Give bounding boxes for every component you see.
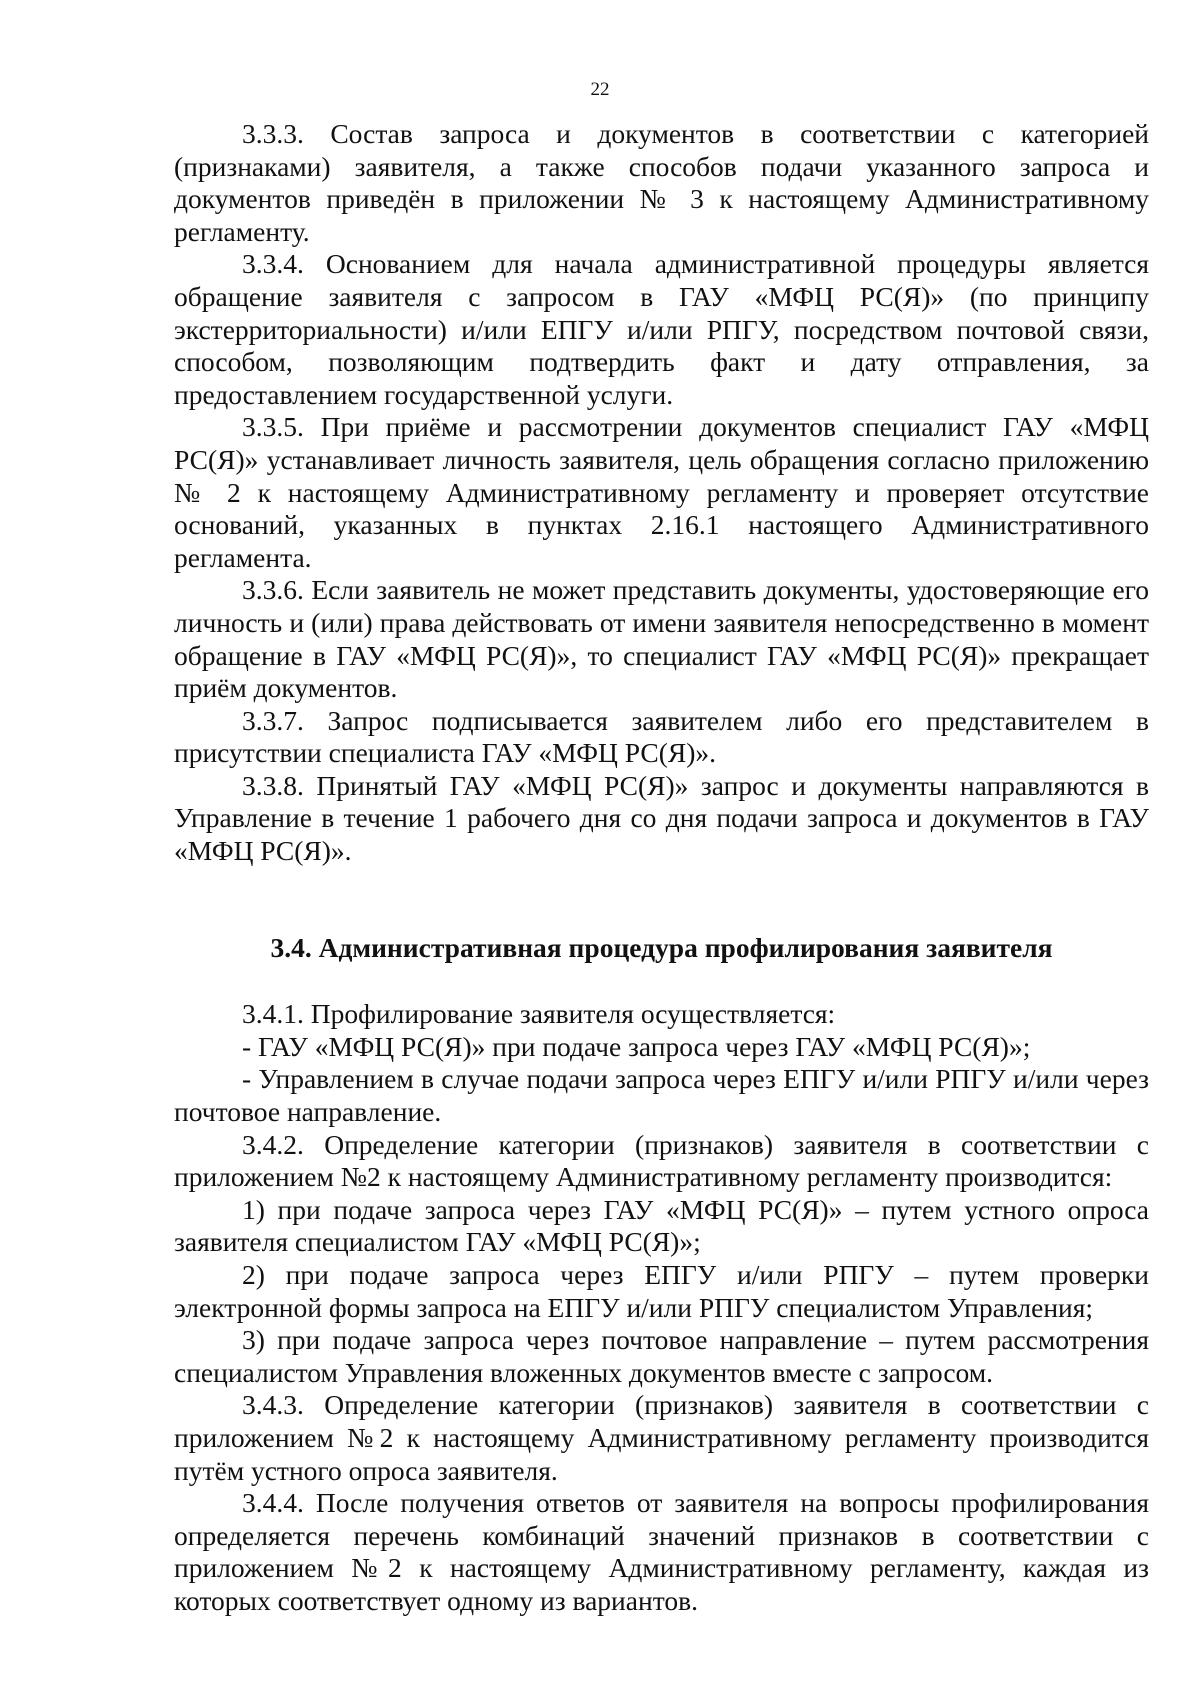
paragraph-3-4-2: 3.4.2. Определение категории (признаков) заявителя в соответствии с приложением №2 к настоящему Административному регламенту производится: bbox=[174, 1128, 1149, 1193]
paragraph-3-3-3: 3.3.3. Состав запроса и документов в соответствии с категорией (признаками) заявителя, а также способов подачи указанного запроса и документов приведён в приложении № 3 к настоящему Административному регламенту. bbox=[174, 118, 1149, 247]
list-item-2: 2) при подаче запроса через ЕПГУ и/или РПГУ – путем проверки электронной формы запроса на ЕПГУ и/или РПГУ специалистом Управления; bbox=[174, 1259, 1149, 1323]
list-item-1: 1) при подаче запроса через ГАУ «МФЦ РС(Я)» – путем устного опроса заявителя специалистом ГАУ «МФЦ РС(Я)»; bbox=[174, 1193, 1149, 1258]
section-heading-3-4: 3.4. Административная процедура профилирования заявителя bbox=[270, 931, 1053, 963]
paragraph-3-3-4: 3.3.4. Основанием для начала административной процедуры является обращение заявителя с запросом в ГАУ «МФЦ РС(Я)» (по принципу экстерриториальности) и/или ЕПГУ и/или РПГУ, посредством почтовой связи, способом, позволяющим подтвердить факт и дату отправления, за предоставлением государственной услуги. bbox=[174, 248, 1149, 410]
paragraph-3-4-1: 3.4.1. Профилирование заявителя осуществляется: bbox=[242, 998, 836, 1030]
paragraph-3-3-8: 3.3.8. Принятый ГАУ «МФЦ РС(Я)» запрос и документы направляются в Управление в течение 1 рабочего дня со дня подачи запроса и документов в ГАУ «МФЦ РС(Я)». bbox=[174, 769, 1149, 867]
list-item-administration: - Управлением в случае подачи запроса через ЕПГУ и/или РПГУ и/или через почтовое направление. bbox=[174, 1063, 1149, 1128]
document-body bbox=[174, 118, 1149, 1618]
spacer bbox=[174, 868, 1149, 932]
spacer bbox=[174, 964, 1149, 998]
paragraph-3-4-4: 3.4.4. После получения ответов от заявителя на вопросы профилирования определяется перечень комбинаций значений признаков в соответствии с приложением №2 к настоящему Административному регламенту, каждая из которых соответствует одному из вариантов. bbox=[174, 1487, 1149, 1616]
list-item-3: 3) при подаче запроса через почтовое направление – путем рассмотрения специалистом Управления вложенных документов вместе с запросом. bbox=[174, 1324, 1149, 1388]
page-number: 22 bbox=[590, 79, 610, 100]
list-item-mfc: - ГАУ «МФЦ РС(Я)» при подаче запроса через ГАУ «МФЦ РС(Я)»; bbox=[242, 1030, 1031, 1062]
paragraph-3-3-5: 3.3.5. При приёме и рассмотрении документов специалист ГАУ «МФЦ РС(Я)» устанавливает личность заявителя, цель обращения согласно приложению № 2 к настоящему Административному регламенту и проверяет отсутствие оснований, указанных в пунктах 2.16.1 настоящего Административного регламента. bbox=[174, 411, 1149, 573]
paragraph-3-3-6: 3.3.6. Если заявитель не может представить документы, удостоверяющие его личность и (или) права действовать от имени заявителя непосредственно в момент обращение в ГАУ «МФЦ РС(Я)», то специалист ГАУ «МФЦ РС(Я)» прекращает приём документов. bbox=[174, 574, 1149, 704]
paragraph-3-4-3: 3.4.3. Определение категории (признаков) заявителя в соответствии с приложением №2 к настоящему Административному регламенту производится путём устного опроса заявителя. bbox=[174, 1389, 1149, 1486]
paragraph-3-3-7: 3.3.7. Запрос подписывается заявителем либо его представителем в присутствии специалиста ГАУ «МФЦ РС(Я)». bbox=[174, 704, 1149, 769]
